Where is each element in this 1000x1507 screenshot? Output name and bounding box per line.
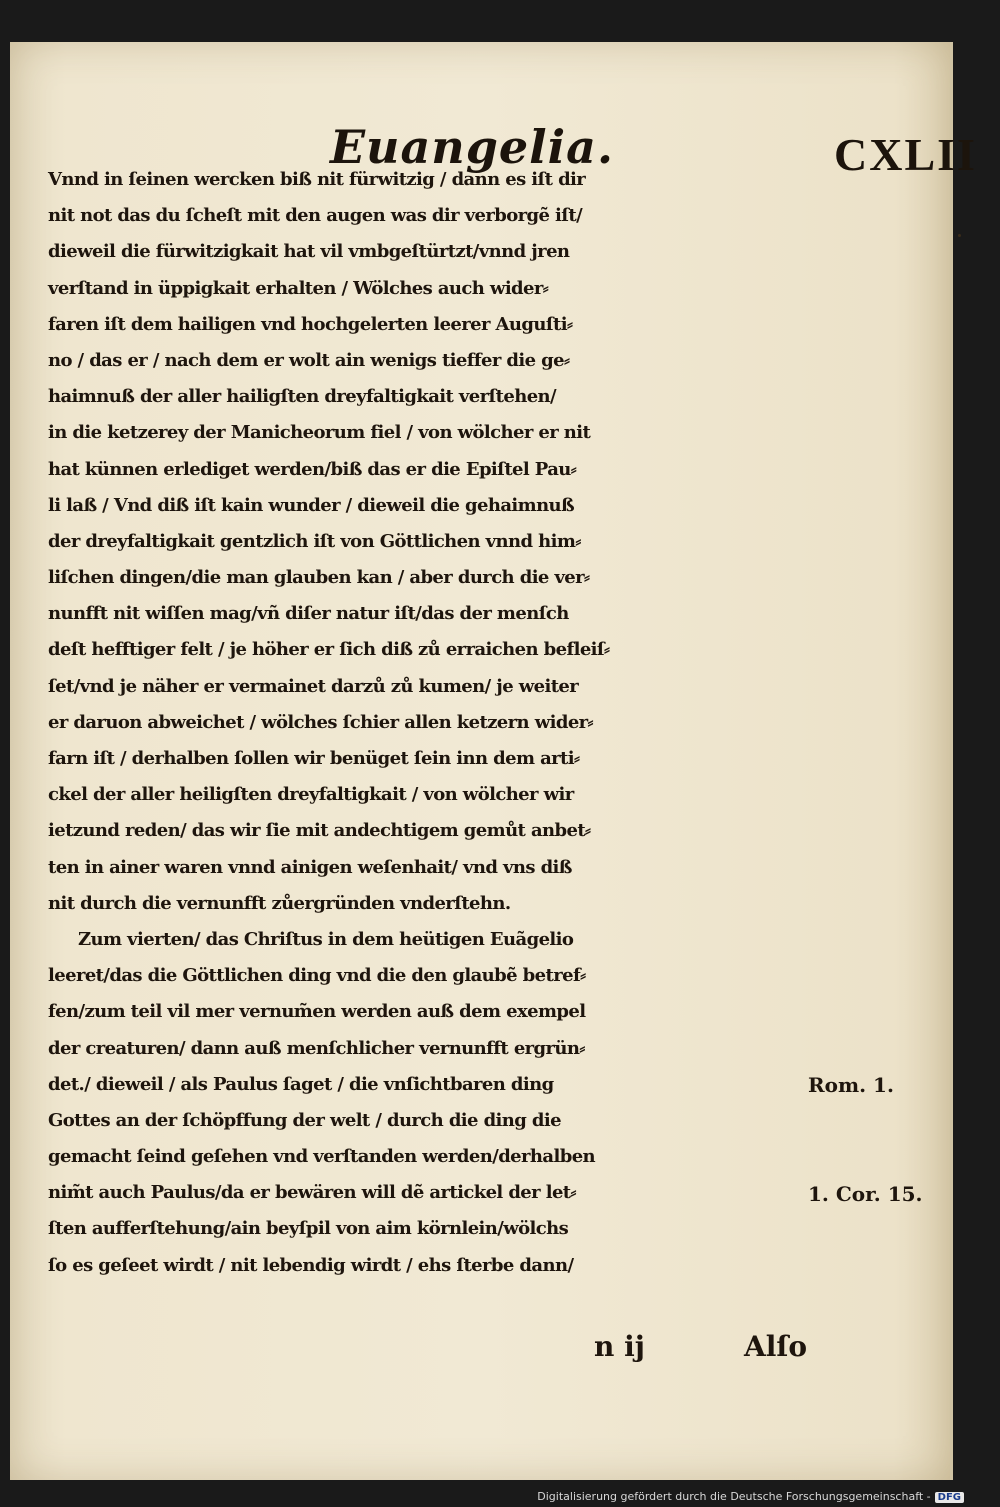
text-line: er daruon abweichet / wölches ſchier allen ketzern wider⸗	[48, 711, 593, 733]
running-head: Euangelia.	[330, 120, 614, 174]
ink-speck	[958, 234, 961, 237]
text-line: gemacht ſeind geſehen vnd verſtanden werden/derhalben	[48, 1146, 596, 1168]
text-line: liſchen dingen/die man glauben kan / aber durch die ver⸗	[48, 567, 590, 589]
text-line: faren iſt dem hailigen vnd hochgelerten leerer Auguſti⸗	[48, 313, 573, 335]
text-line: Vnnd in ſeinen wercken biß nit fürwitzig / dann es iſt dir	[48, 169, 586, 190]
text-line: ietzund reden/ das wir ſie mit andechtigem gemůt anbet⸗	[48, 820, 591, 842]
text-line: ſten aufferſtehung/ain beyſpil von aim körnlein/wölchs	[48, 1218, 569, 1240]
catchword: Alſo	[744, 1330, 808, 1363]
text-line: verſtand in üppigkait erhalten / Wölches auch wider⸗	[48, 277, 549, 299]
credit-text: Digitalisierung gefördert durch die Deutsche Forschungsgemeinschaft -	[537, 1490, 931, 1503]
text-line: Gottes an der ſchöpffung der welt / durch die ding die	[48, 1109, 562, 1131]
text-line: ckel der aller heiligſten dreyfaltigkait / von wölcher wir	[48, 784, 574, 806]
text-line: no / das er / nach dem er wolt ain wenigs tieffer die ge⸗	[48, 349, 570, 371]
text-line: in die ketzerey der Manicheorum fiel / von wölcher er nit	[48, 422, 591, 444]
text-line: der dreyfaltigkait gentzlich iſt von Göttlichen vnnd him⸗	[48, 530, 581, 552]
text-line: der creaturen/ dann auß menſchlicher vernunfft ergrün⸗	[48, 1037, 585, 1059]
text-line: fen/zum teil vil mer vernum̃en werden auß dem exempel	[48, 1001, 586, 1023]
text-line: nit not das du ſcheſt mit den augen was dir verborgẽ iſt/	[48, 205, 583, 227]
folio-number: CXLII	[834, 129, 977, 180]
text-line: ſo es geſeet wirdt / nit lebendig wirdt / ehs ſterbe dann/	[48, 1254, 574, 1276]
text-line: deſt hefftiger felt / je höher er ſich diß zů erraichen befleiſ⸗	[48, 639, 610, 661]
margin-note: 1. Cor. 15.	[808, 1181, 923, 1206]
text-line: leeret/das die Göttlichen ding vnd die den glaubẽ betref⸗	[48, 965, 586, 987]
body-text	[48, 162, 828, 1284]
book-page	[10, 42, 977, 1480]
text-line: li laß / Vnd diß iſt kain wunder / dieweil die gehaimnuß	[48, 494, 575, 516]
text-line: det./ dieweil / als Paulus ſaget / die vnſichtbaren ding	[48, 1073, 554, 1095]
digitization-credit	[537, 1490, 964, 1503]
text-line: dieweil die fürwitzigkait hat vil vmbgeſtürtzt/vnnd jren	[48, 241, 570, 263]
text-line: farn iſt / derhalben ſollen wir benüget ſein inn dem arti⸗	[48, 748, 580, 769]
text-line: ten in ainer waren vnnd ainigen weſenhait/ vnd vns diß	[48, 856, 572, 878]
dfg-logo: DFG	[935, 1492, 964, 1503]
text-line: nim̃t auch Paulus/da er bewären will dẽ artickel der let⸗	[48, 1182, 576, 1204]
margin-note: Rom. 1.	[808, 1073, 894, 1097]
text-line: nunfft nit wiſſen mag/vñ diſer natur iſt/das der menſch	[48, 603, 569, 625]
text-line: Zum vierten/ das Chriſtus in dem heütigen Euãgelio	[78, 928, 574, 950]
signature-mark: n ij	[594, 1330, 645, 1363]
text-line: haimnuß der aller hailigſten dreyfaltigkait verſtehen/	[48, 386, 557, 408]
text-line: hat künnen erlediget werden/biß das er die Epiſtel Pau⸗	[48, 458, 577, 480]
text-line: nit durch die vernunfft zůergründen vnderſtehn.	[48, 892, 511, 914]
text-line: ſet/vnd je näher er vermainet darzů zů kumen/ je weiter	[48, 675, 579, 697]
